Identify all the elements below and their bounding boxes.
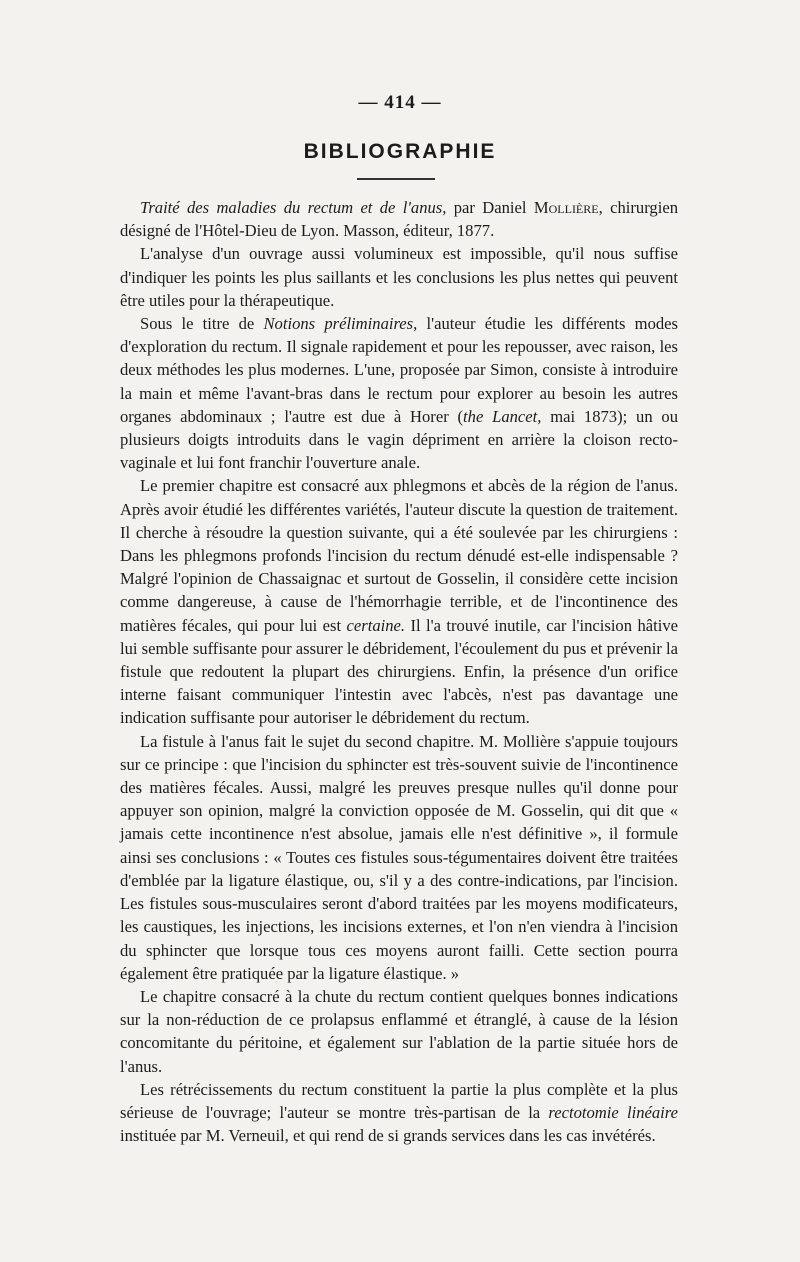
paragraph-notions bbox=[120, 312, 678, 474]
paragraph-citation bbox=[120, 196, 678, 242]
text-run: Sous le titre de bbox=[140, 314, 264, 334]
italic-run: Notions préliminaires, bbox=[263, 314, 418, 334]
citation-details: , chirurgien désigné de l'Hôtel-Dieu de Lyon. Masson, éditeur, 1877. bbox=[120, 198, 678, 241]
text-run: Les rétrécissements du rectum constituent la partie la plus complète et la plus sérieuse de l'ouvrage; l'auteur se montre très-partisan de la bbox=[120, 1079, 678, 1122]
italic-run: rectotomie linéaire bbox=[548, 1102, 678, 1122]
paragraph-chapter-one bbox=[120, 474, 678, 729]
italic-run: the Lancet, bbox=[463, 406, 542, 426]
text-run: Le premier chapitre est consacré aux phlegmons et abcès de la région de l'anus. Après avoir étudié les différentes variétés, l'auteur discute la question de traitement. Il cherche à résoudre la question suivante, qui a été soulevée par les chirurgiens : Dans les phlegmons profonds l'incision du rectum dénudé est-elle indispensable ? Malgré l'opinion de Chassaignac et surtout de Gosselin, il considère cette incision comme dangereuse, à cause de l'hémorrhagie terrible, et de l'incontinence des matières fécales, qui pour lui est bbox=[120, 476, 678, 635]
book-title: Traité des maladies du rectum et de l'anus, bbox=[140, 198, 447, 217]
italic-run: certaine. bbox=[346, 615, 406, 635]
citation-by: par Daniel bbox=[446, 198, 534, 217]
page-number: — 414 — bbox=[358, 92, 442, 113]
heading-rule bbox=[357, 178, 435, 180]
paragraph-chapter-two: La fistule à l'anus fait le sujet du second chapitre. M. Mollière s'appuie toujours sur ce principe : que l'incision du sphincter est très-souvent suivie de l'incontinence des matières fécales. Aussi, malgré les preuves presque nulles qu'il donne pour appuyer son opinion, malgré la conviction opposée de M. Gosselin, qui dit que « jamais cette incontinence n'est absolue, jamais elle n'est définitive », il formule ainsi ses conclusions : « Toutes ces fistules sous-tégumentaires doivent être traitées d'emblée par la ligature élastique, ou, s'il y a des contre-indications, par l'incision. Les fistules sous-musculaires seront d'abord traitées par les moyens modificateurs, les caustiques, les injections, les incisions externes, et l'on n'en viendra à l'incision du sphincter que lorsque tous ces moyens auront failli. Cette section pourra également être pratiquée par la ligature élastique. » bbox=[120, 731, 678, 983]
section-heading: BIBLIOGRAPHIE bbox=[303, 140, 497, 163]
text-run: instituée par M. Verneuil, et qui rend de si grands services dans les cas invétérés. bbox=[120, 1126, 656, 1146]
text-run: Il l'a trouvé inutile, car l'incision hâtive lui semble suffisante pour assurer le débridement, l'écoulement du pus et prévenir la fistule que redoutent la plupart des chirurgiens. Enfin, la présence d'un orifice interne faisant communiquer l'intestin avec l'abcès, n'est pas davantage une indication suffisante pour autoriser le débridement du rectum. bbox=[120, 615, 678, 728]
review-text bbox=[120, 196, 678, 1147]
author-name: Mollière bbox=[533, 198, 599, 217]
paragraph-stricture bbox=[120, 1078, 678, 1148]
text-run: mai 1873); un ou plusieurs doigts introduits dans le vagin dépriment en arrière la cloison recto-vaginale et lui font franchir l'ouverture anale. bbox=[120, 406, 679, 473]
paragraph-prolapse: Le chapitre consacré à la chute du rectum contient quelques bonnes indications sur la non-réduction de ce prolapsus enflammé et étranglé, à cause de la lésion concomitante du péritoine, et également sur l'ablation de la partie située hors de l'anus. bbox=[120, 986, 678, 1076]
paragraph-intro: L'analyse d'un ouvrage aussi volumineux est impossible, qu'il nous suffise d'indiquer les points les plus saillants et les conclusions les plus nettes qui peuvent être utiles pour la thérapeutique. bbox=[120, 244, 678, 310]
text-run: l'auteur étudie les différents modes d'exploration du rectum. Il signale rapidement et pour les repousser, avec raison, les deux méthodes les plus modernes. L'une, proposée par Simon, consiste à introduire la main et même l'avant-bras dans le rectum pour explorer au besoin les autres organes abdominaux ; l'autre est due à Horer ( bbox=[120, 314, 678, 426]
